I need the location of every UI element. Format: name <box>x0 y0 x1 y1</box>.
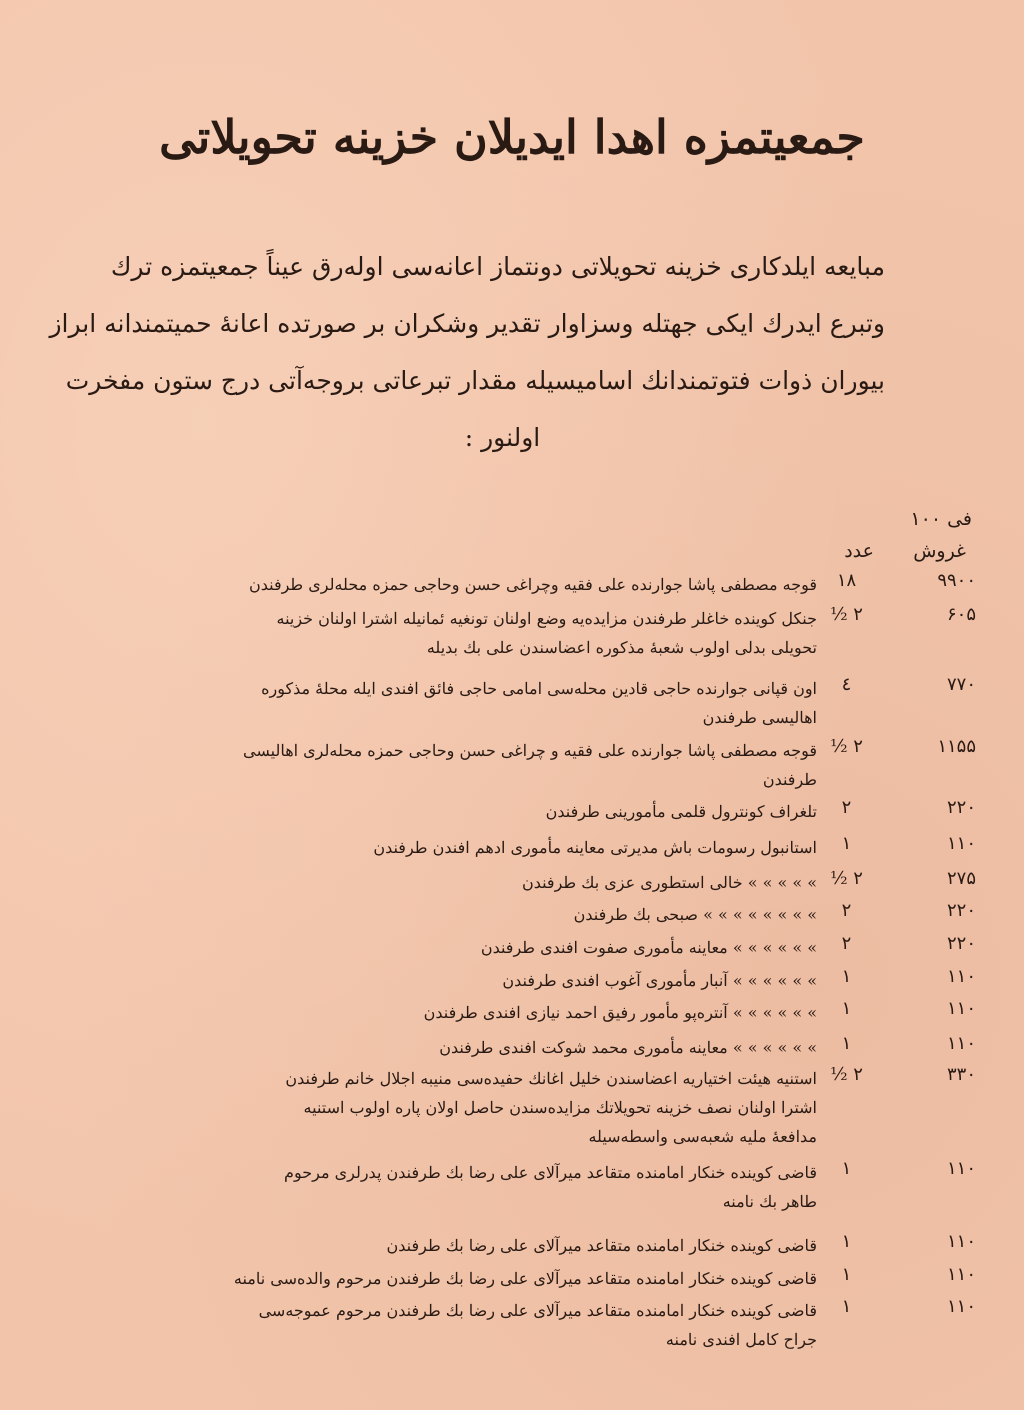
rate-column-header: فی ۱۰۰ <box>910 508 972 530</box>
count-cell: ۱ <box>841 966 852 987</box>
count-cell: ۲ ½ <box>830 1064 863 1085</box>
description-line: » » » » » » آنتره‌پو مأمور رفیق احمد نیازی افندی طرفندن <box>423 1003 817 1022</box>
intro-line: وتبرع ایدرك ایکی جهتله وسزاوار تقدیر وشکران بر صورتده اعانهٔ حمیتمندانه ابراز <box>49 309 885 338</box>
description-line: طرفندن <box>762 770 817 789</box>
donor-description <box>234 1264 817 1293</box>
count-cell: ۲ <box>841 900 852 921</box>
count-cell: ۱ <box>841 1033 852 1054</box>
description-line: جنکل کوینده خاغلر طرفندن مزایده‌یه وضع اولنان تونغیه ئمانیله اشترا اولنان خزینه <box>276 609 817 628</box>
amount-column-header: غروش <box>913 540 966 562</box>
amount-cell: ۷۷۰ <box>946 674 976 695</box>
description-line: » » » » » » آنبار مأموری آغوب افندی طرفندن <box>502 971 817 990</box>
amount-cell: ۲۷۵ <box>946 868 976 889</box>
description-line: تحویلی بدلی اولوب شعبهٔ مذکوره اعضاسندن علی بك بدیله <box>426 638 817 657</box>
donor-description <box>249 570 817 599</box>
amount-cell: ۱۱۰ <box>946 1296 976 1317</box>
description-line: تلغراف کونترول قلمی مأمورینی طرفندن <box>545 802 817 821</box>
donor-description <box>546 797 817 826</box>
description-line: قوجه مصطفی پاشا جوارنده علی فقیه وچراغی حسن وحاجی حمزه محله‌لری طرفندن <box>248 575 817 594</box>
intro-line: اولنور : <box>464 423 541 452</box>
intro-paragraph <box>49 238 885 466</box>
donor-description <box>386 1231 817 1260</box>
donor-description <box>261 674 817 732</box>
count-cell: ٤ <box>841 674 852 695</box>
description-line: جراح کامل افندی نامنه <box>665 1330 817 1349</box>
amount-cell: ۱۱۰ <box>946 1231 976 1252</box>
amount-cell: ۲۲۰ <box>946 900 976 921</box>
donor-description <box>276 604 817 662</box>
donor-description <box>574 900 817 929</box>
description-line: قاضی کوینده خنکار امامنده متقاعد میرآلای علی رضا بك طرفندن مرحوم عموجه‌سی <box>258 1301 817 1320</box>
description-line: » » » » » » معاینه مأموری محمد شوکت افندی طرفندن <box>439 1038 817 1057</box>
amount-cell: ۱۱۰ <box>946 1158 976 1179</box>
description-line: اهالیسی طرفندن <box>702 708 817 727</box>
count-cell: ۱ <box>841 1264 852 1285</box>
intro-line: مبایعه ایلدکاری خزینه تحویلاتی دونتماز اعانه‌سی اوله‌رق عیناً جمعیتمزه ترك <box>110 252 885 281</box>
description-line: » » » » » » معاینه مأموری صفوت افندی طرفندن <box>480 938 817 957</box>
donor-description <box>243 736 817 794</box>
description-line: طاهر بك نامنه <box>722 1192 817 1211</box>
page-title: جمعیتمزه اهدا ایدیلان خزینه تحویلاتی <box>159 110 865 164</box>
count-cell: ۱۸ <box>836 570 857 591</box>
intro-line: بیوران ذوات فتوتمندانك اسامیسیله مقدار تبرعاتی بروجه‌آتی درج ستون مفخرت <box>65 366 885 395</box>
count-cell: ۲ ½ <box>830 604 863 625</box>
count-cell: ۱ <box>841 1296 852 1317</box>
donor-description <box>522 868 817 897</box>
donor-description <box>285 1064 817 1151</box>
count-cell: ۲ ½ <box>830 868 863 889</box>
count-cell: ۱ <box>841 998 852 1019</box>
count-cell: ۲ <box>841 933 852 954</box>
description-line: قاضی کوینده خنکار امامنده متقاعد میرآلای علی رضا بك طرفندن <box>386 1236 817 1255</box>
amount-cell: ۱۱۰ <box>946 998 976 1019</box>
donor-description <box>481 933 817 962</box>
count-cell: ۱ <box>841 1231 852 1252</box>
count-cell: ۲ ½ <box>830 736 863 757</box>
amount-cell: ۱۱۵۵ <box>937 736 976 757</box>
count-cell: ۱ <box>841 833 852 854</box>
description-line: استنیه هیئت اختیاریه اعضاسندن خلیل اغانك حفیده‌سی منیبه اجلال خانم طرفندن <box>285 1069 817 1088</box>
count-column-header: عدد <box>844 540 874 562</box>
description-line: » » » » » خالی استطوری عزی بك طرفندن <box>521 873 817 892</box>
description-line: قوجه مصطفی پاشا جوارنده علی فقیه و چراغی حسن وحاجی حمزه محله‌لری اهالیسی <box>243 741 817 760</box>
donor-description <box>439 1033 817 1062</box>
description-line: اشترا اولنان نصف خزینه تحویلاتك مزایده‌سندن حاصل اولان پاره اولوب استنیه <box>303 1098 817 1117</box>
count-cell: ۱ <box>841 1158 852 1179</box>
amount-cell: ۱۱۰ <box>946 833 976 854</box>
donor-description <box>373 833 817 862</box>
amount-cell: ۱۱۰ <box>946 1033 976 1054</box>
amount-cell: ۲۲۰ <box>946 933 976 954</box>
donor-description <box>424 998 817 1027</box>
amount-cell: ۲۲۰ <box>946 797 976 818</box>
amount-cell: ۶۰۵ <box>946 604 976 625</box>
donor-description <box>284 1158 817 1216</box>
count-cell: ۲ <box>841 797 852 818</box>
description-line: استانبول رسومات باش مدیرتی معاینه مأموری ادهم افندن طرفندن <box>373 838 817 857</box>
amount-cell: ۱۱۰ <box>946 1264 976 1285</box>
amount-cell: ۳۳۰ <box>946 1064 976 1085</box>
description-line: قاضی کوینده خنکار امامنده متقاعد میرآلای علی رضا بك طرفندن پدرلری مرحوم <box>284 1163 817 1182</box>
amount-cell: ۱۱۰ <box>946 966 976 987</box>
description-line: قاضی کوینده خنکار امامنده متقاعد میرآلای علی رضا بك طرفندن مرحوم والده‌سی نامنه <box>233 1269 817 1288</box>
donor-description <box>502 966 817 995</box>
description-line: مدافعهٔ ملیه شعبه‌سی واسطه‌سیله <box>588 1127 817 1146</box>
donor-description <box>259 1296 817 1354</box>
amount-cell: ۹۹۰۰ <box>937 570 976 591</box>
description-line: اون قپانی جوارنده حاجی قادین محله‌سی امامی حاجی فائق افندی ایله محلهٔ مذکوره <box>261 679 817 698</box>
description-line: » » » » » » » » صبحی بك طرفندن <box>573 905 817 924</box>
